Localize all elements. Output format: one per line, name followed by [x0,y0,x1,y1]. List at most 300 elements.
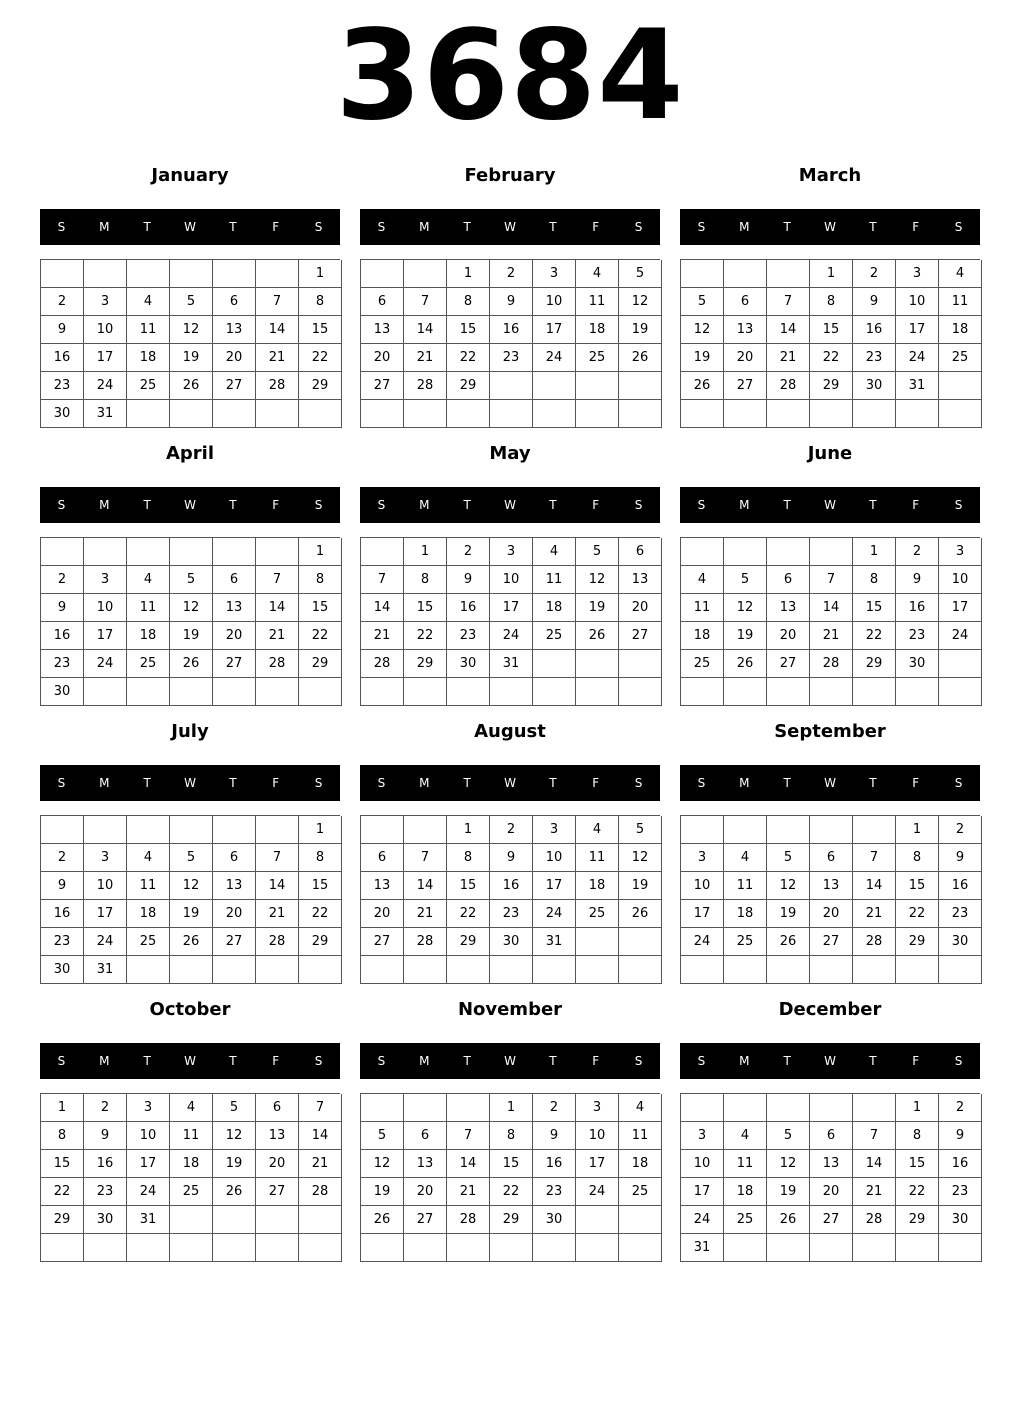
day-cell: 13 [213,594,256,622]
day-cell: 5 [724,566,767,594]
empty-cell [213,956,256,984]
day-cell: 26 [170,650,213,678]
day-cell: 11 [939,288,982,316]
empty-cell [939,1234,982,1262]
empty-cell [939,650,982,678]
empty-cell [490,1234,533,1262]
empty-cell [619,650,662,678]
day-cell: 11 [724,872,767,900]
day-cell: 11 [576,288,619,316]
empty-cell [490,372,533,400]
day-cell: 23 [939,1178,982,1206]
day-cell: 31 [84,400,127,428]
weekday-label: T [143,220,151,234]
weekday-label: T [549,776,557,790]
day-cell: 10 [939,566,982,594]
day-cell: 8 [299,844,342,872]
empty-cell [361,260,404,288]
day-cell: 23 [533,1178,576,1206]
empty-cell [724,1094,767,1122]
empty-cell [810,1234,853,1262]
day-cell: 3 [681,844,724,872]
day-cell: 14 [853,1150,896,1178]
weekday-label: W [504,1054,516,1068]
weekday-label: M [419,220,430,234]
day-cell: 1 [490,1094,533,1122]
day-cell: 27 [810,1206,853,1234]
day-cell: 7 [256,844,299,872]
day-cell: 7 [256,288,299,316]
day-cell: 18 [681,622,724,650]
day-cell: 22 [299,344,342,372]
empty-cell [896,400,939,428]
day-cell: 16 [533,1150,576,1178]
day-cell: 11 [619,1122,662,1150]
day-cell: 16 [490,316,533,344]
day-cell: 23 [41,650,84,678]
day-cell: 3 [533,260,576,288]
day-cell: 5 [170,288,213,316]
day-cell: 21 [299,1150,342,1178]
day-cell: 10 [84,594,127,622]
empty-cell [576,678,619,706]
day-cell: 31 [84,956,127,984]
empty-cell [576,400,619,428]
day-cell: 11 [127,594,170,622]
empty-cell [939,678,982,706]
day-cell: 20 [213,622,256,650]
day-cell: 15 [41,1150,84,1178]
day-cell: 19 [724,622,767,650]
day-cell: 9 [41,872,84,900]
empty-cell [41,538,84,566]
day-cell: 30 [41,678,84,706]
empty-cell [724,816,767,844]
day-cell: 22 [447,900,490,928]
day-cell: 14 [767,316,810,344]
weekday-label: W [184,1054,196,1068]
day-cell: 11 [533,566,576,594]
day-cell: 9 [447,566,490,594]
weekday-label: W [504,498,516,512]
day-cell: 8 [853,566,896,594]
day-cell: 21 [361,622,404,650]
day-cell: 28 [767,372,810,400]
empty-cell [256,1206,299,1234]
day-cell: 16 [41,900,84,928]
day-cell: 11 [681,594,724,622]
weekday-label: T [869,498,877,512]
empty-cell [127,260,170,288]
empty-cell [361,678,404,706]
day-cell: 25 [576,344,619,372]
day-cell: 1 [299,260,342,288]
empty-cell [681,816,724,844]
day-cell: 23 [853,344,896,372]
day-cell: 18 [127,900,170,928]
weekday-header [680,765,980,801]
day-cell: 28 [810,650,853,678]
day-cell: 24 [84,928,127,956]
day-cell: 10 [681,1150,724,1178]
day-cell: 6 [256,1094,299,1122]
weekday-header [360,765,660,801]
day-cell: 28 [404,372,447,400]
day-cell: 20 [619,594,662,622]
day-cell: 12 [576,566,619,594]
day-cell: 25 [619,1178,662,1206]
month-name: July [171,721,209,742]
weekday-label: M [99,1054,110,1068]
month-name: October [149,999,231,1020]
empty-cell [533,650,576,678]
day-cell: 6 [810,844,853,872]
empty-cell [170,400,213,428]
empty-cell [447,678,490,706]
day-cell: 26 [724,650,767,678]
day-cell: 7 [256,566,299,594]
day-cell: 16 [84,1150,127,1178]
day-cell: 20 [361,344,404,372]
day-cell: 30 [896,650,939,678]
weekday-label: F [912,220,920,234]
day-cell: 9 [853,288,896,316]
weekday-label: T [229,220,237,234]
weekday-label: T [463,498,471,512]
weekday-label: S [697,1054,706,1068]
day-cell: 25 [939,344,982,372]
day-cell: 24 [84,650,127,678]
empty-cell [447,400,490,428]
empty-cell [853,400,896,428]
empty-cell [810,816,853,844]
day-cell: 12 [767,872,810,900]
weekday-label: W [504,220,516,234]
day-cell: 7 [404,844,447,872]
day-cell: 24 [896,344,939,372]
empty-cell [767,1234,810,1262]
weekday-header [40,209,340,245]
day-cell: 15 [896,872,939,900]
weekday-label: S [377,1054,386,1068]
day-cell: 20 [810,900,853,928]
day-cell: 23 [84,1178,127,1206]
weekday-label: W [184,220,196,234]
day-cell: 17 [533,872,576,900]
empty-cell [853,956,896,984]
month-name: May [489,443,531,464]
day-cell: 8 [447,288,490,316]
empty-cell [213,260,256,288]
weekday-label: F [272,1054,280,1068]
empty-cell [619,372,662,400]
empty-cell [127,816,170,844]
weekday-label: S [57,220,66,234]
empty-cell [447,1094,490,1122]
day-cell: 20 [256,1150,299,1178]
day-cell: 10 [84,872,127,900]
day-cell: 26 [619,900,662,928]
day-cell: 16 [896,594,939,622]
day-cell: 19 [681,344,724,372]
day-cell: 9 [939,844,982,872]
weekday-label: S [697,220,706,234]
weekday-label: W [824,220,836,234]
empty-cell [724,956,767,984]
day-cell: 25 [724,1206,767,1234]
day-cell: 5 [767,1122,810,1150]
day-cell: 23 [41,372,84,400]
empty-cell [361,1094,404,1122]
empty-cell [533,1234,576,1262]
day-cell: 29 [41,1206,84,1234]
day-cell: 24 [533,900,576,928]
weekday-label: S [954,776,963,790]
day-cell: 30 [490,928,533,956]
day-cell: 28 [853,928,896,956]
weekday-label: S [954,220,963,234]
empty-cell [170,816,213,844]
day-cell: 13 [361,316,404,344]
day-cell: 25 [724,928,767,956]
day-cell: 17 [127,1150,170,1178]
day-cell: 19 [767,900,810,928]
weekday-label: S [954,498,963,512]
empty-cell [724,400,767,428]
empty-cell [724,678,767,706]
day-cell: 1 [810,260,853,288]
empty-cell [404,400,447,428]
weekday-label: T [783,776,791,790]
empty-cell [361,1234,404,1262]
day-cell: 29 [447,372,490,400]
day-cell: 26 [170,928,213,956]
empty-cell [619,928,662,956]
weekday-label: S [697,776,706,790]
day-cell: 7 [404,288,447,316]
day-cell: 5 [213,1094,256,1122]
day-cell: 12 [619,288,662,316]
weekday-header [360,209,660,245]
day-cell: 3 [84,288,127,316]
empty-cell [447,956,490,984]
empty-cell [724,260,767,288]
day-cell: 26 [576,622,619,650]
day-cell: 20 [361,900,404,928]
weekday-header [360,487,660,523]
day-cell: 12 [361,1150,404,1178]
day-cell: 2 [84,1094,127,1122]
day-cell: 20 [767,622,810,650]
day-cell: 25 [681,650,724,678]
day-cell: 13 [619,566,662,594]
empty-cell [939,956,982,984]
empty-cell [810,956,853,984]
day-cell: 1 [896,816,939,844]
day-cell: 10 [84,316,127,344]
empty-cell [256,1234,299,1262]
day-cell: 18 [724,1178,767,1206]
day-cell: 7 [853,844,896,872]
day-cell: 12 [724,594,767,622]
day-cell: 30 [84,1206,127,1234]
weekday-header [680,209,980,245]
day-cell: 29 [810,372,853,400]
day-cell: 14 [256,316,299,344]
empty-cell [170,260,213,288]
weekday-label: S [57,1054,66,1068]
empty-cell [447,1234,490,1262]
empty-cell [404,1094,447,1122]
day-cell: 14 [447,1150,490,1178]
day-cell: 17 [939,594,982,622]
day-cell: 28 [447,1206,490,1234]
month-name: April [165,443,215,464]
weekday-label: M [99,776,110,790]
day-cell: 5 [170,844,213,872]
day-cell: 21 [853,1178,896,1206]
day-cell: 12 [619,844,662,872]
empty-cell [681,678,724,706]
day-cell: 30 [939,928,982,956]
day-cell: 13 [361,872,404,900]
day-cell: 8 [810,288,853,316]
empty-cell [84,260,127,288]
empty-cell [810,400,853,428]
day-cell: 24 [533,344,576,372]
weekday-label: F [912,1054,920,1068]
day-cell: 16 [490,872,533,900]
day-cell: 15 [896,1150,939,1178]
weekday-label: F [272,220,280,234]
empty-cell [213,1206,256,1234]
weekday-label: T [869,220,877,234]
day-cell: 1 [447,260,490,288]
day-cell: 15 [299,872,342,900]
empty-cell [127,538,170,566]
weekday-label: S [57,498,66,512]
empty-cell [404,678,447,706]
month-name: November [457,999,563,1020]
day-cell: 17 [681,900,724,928]
day-cell: 17 [490,594,533,622]
weekday-header [40,1043,340,1079]
empty-cell [576,372,619,400]
day-cell: 20 [213,900,256,928]
weekday-label: S [377,776,386,790]
day-cell: 2 [490,260,533,288]
empty-cell [896,1234,939,1262]
empty-cell [127,1234,170,1262]
day-cell: 27 [361,372,404,400]
empty-cell [767,538,810,566]
day-cell: 1 [299,816,342,844]
empty-cell [256,956,299,984]
day-cell: 22 [490,1178,533,1206]
day-cell: 21 [256,344,299,372]
empty-cell [213,400,256,428]
day-cell: 2 [896,538,939,566]
day-cell: 27 [404,1206,447,1234]
weekday-label: T [549,1054,557,1068]
empty-cell [256,400,299,428]
day-cell: 23 [490,344,533,372]
month-name: September [774,721,886,742]
weekday-label: S [634,220,643,234]
day-cell: 17 [533,316,576,344]
day-cell: 3 [896,260,939,288]
empty-cell [170,956,213,984]
day-cell: 22 [896,900,939,928]
day-cell: 6 [767,566,810,594]
day-cell: 30 [41,956,84,984]
empty-cell [767,260,810,288]
empty-cell [896,956,939,984]
empty-cell [213,538,256,566]
day-cell: 24 [576,1178,619,1206]
day-cell: 17 [84,622,127,650]
day-cell: 9 [41,594,84,622]
day-cell: 26 [681,372,724,400]
day-cell: 25 [127,372,170,400]
empty-cell [810,678,853,706]
empty-cell [619,678,662,706]
month-name: August [474,721,546,742]
day-cell: 27 [619,622,662,650]
empty-cell [619,956,662,984]
day-cell: 19 [576,594,619,622]
empty-cell [41,1234,84,1262]
day-cell: 30 [41,400,84,428]
weekday-label: T [549,220,557,234]
day-cell: 29 [404,650,447,678]
day-cell: 12 [170,594,213,622]
weekday-label: W [504,776,516,790]
day-cell: 24 [84,372,127,400]
day-cell: 4 [724,1122,767,1150]
day-cell: 8 [896,844,939,872]
month-name: February [464,165,556,186]
empty-cell [490,678,533,706]
empty-cell [404,956,447,984]
day-cell: 3 [84,844,127,872]
day-cell: 5 [361,1122,404,1150]
weekday-header [40,765,340,801]
day-cell: 14 [299,1122,342,1150]
empty-cell [170,1206,213,1234]
day-cell: 29 [299,372,342,400]
empty-cell [576,956,619,984]
weekday-label: W [824,498,836,512]
day-grid [360,259,660,428]
weekday-label: F [592,220,600,234]
day-cell: 6 [810,1122,853,1150]
weekday-label: T [463,776,471,790]
empty-cell [533,372,576,400]
day-cell: 10 [896,288,939,316]
empty-cell [127,400,170,428]
day-cell: 23 [896,622,939,650]
empty-cell [767,678,810,706]
weekday-label: M [99,498,110,512]
day-cell: 17 [84,344,127,372]
day-cell: 23 [490,900,533,928]
day-cell: 7 [767,288,810,316]
day-grid [40,1093,340,1262]
day-cell: 26 [213,1178,256,1206]
month-name: January [151,165,229,186]
day-cell: 7 [447,1122,490,1150]
